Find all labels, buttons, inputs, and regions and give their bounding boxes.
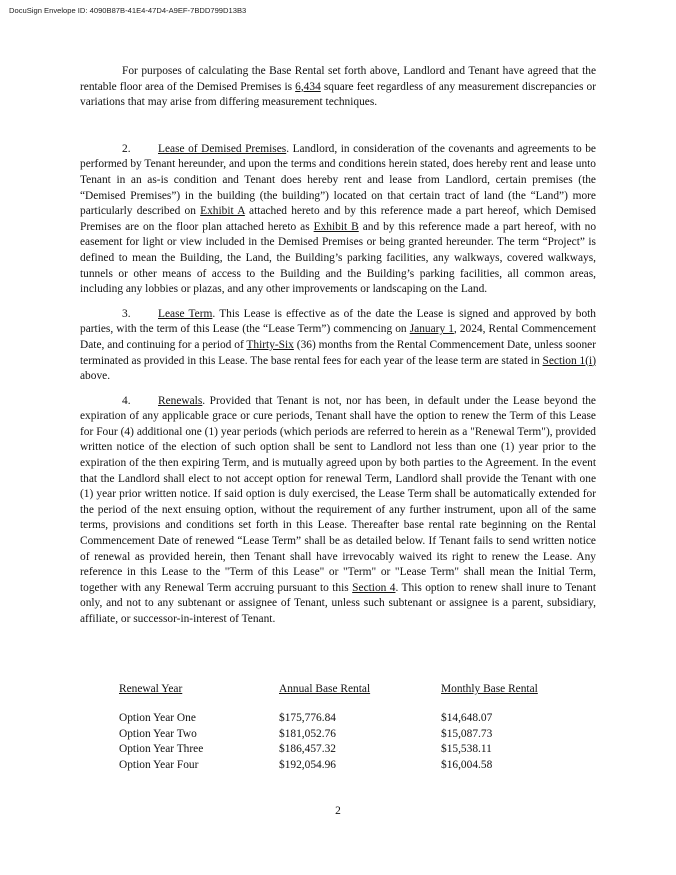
- renewal-rent-table: [119, 682, 581, 773]
- table-row: [119, 711, 581, 726]
- renewal-year-cell: Option Year Four: [119, 758, 199, 771]
- section-4-text-b: . This option to renew shall inure to Tenant only, and not to any subtenant or assignee of Tenant, unless such subtenant or assignee is a parent, subsidiary, affiliate, or successor-in-interest of Tenant.: [80, 581, 596, 625]
- section-4-reference: Section 4: [352, 581, 396, 594]
- monthly-rental-cell: $15,538.11: [441, 743, 492, 756]
- document-body: [80, 64, 596, 637]
- section-3-number: 3.: [122, 307, 131, 320]
- section-3-text-c: (36) months from the Rental Commencement Date, unless sooner terminated as provided in this Lease. The base rental fees for each year of the lease term are stated in: [80, 338, 596, 367]
- lease-duration: Thirty-Six: [246, 338, 294, 351]
- section-2-text-b: attached hereto and by this reference made a part hereof, which Demised Premises are on the floor plan attached hereto as: [80, 205, 597, 233]
- renewal-year-cell: Option Year Three: [119, 743, 204, 756]
- section-4-heading: Renewals: [158, 394, 203, 407]
- lease-start-date: January 1: [409, 323, 454, 336]
- section-2-lease-of-demised-premises: [80, 142, 596, 298]
- table-row: [119, 742, 581, 757]
- table-row: [119, 758, 581, 773]
- section-3-lease-term: [80, 307, 596, 385]
- monthly-base-rental-header: Monthly Base Rental: [441, 683, 538, 695]
- section-3-heading: Lease Term: [158, 307, 213, 320]
- annual-rental-cell: $181,052.76: [279, 727, 336, 740]
- monthly-rental-cell: $14,648.07: [441, 712, 493, 725]
- intro-text-before: For purposes of calculating the Base Rental set forth above, Landlord and Tenant have agreed that the rentable floor area of the Demised Premises is: [80, 65, 596, 93]
- section-3-text-b: , 2024, Rental Commencement Date, and continuing for a period of: [80, 323, 597, 351]
- annual-rental-cell: $192,054.96: [279, 758, 336, 771]
- section-2-text-c: and by this reference made a part hereof, with no easement for light or view included in the Demised Premises or being granted hereunder. The term “Project” is defined to mean the Building, the Land, the Building’s parking facilities, any walkways, covered walkways, tunnels or other means of access to the Building and the Building’s parking facilities, all common areas, including any lobbies or plazas, and any other improvements or landscaping on the Land.: [80, 220, 597, 296]
- docusign-envelope-id: DocuSign Envelope ID: 4090B87B-41E4-47D4-A9EF-7BDD799D13B3: [9, 6, 247, 15]
- section-1i-reference: Section 1(i): [542, 354, 596, 367]
- section-2-number: 2.: [122, 142, 131, 155]
- renewal-year-cell: Option Year One: [119, 712, 196, 725]
- rentable-area-value: 6,434: [295, 80, 321, 93]
- rentable-area-paragraph: [80, 64, 596, 111]
- annual-base-rental-header: Annual Base Rental: [279, 683, 371, 695]
- section-2-text-a: . Landlord, in consideration of the covenants and agreements to be performed by Tenant hereunder, and upon the terms and conditions herein stated, does hereby rent and lease unto Tenant in an as-is condition and Tenant does hereby rent and lease from Landlord, certain premises (the “Demised Premises”) in the building (the building”) located on that certain tract of land (the “Land”) more particularly described on: [80, 142, 596, 218]
- renewal-table-header-row: [119, 682, 581, 711]
- section-2-heading: Lease of Demised Premises: [158, 142, 287, 155]
- section-4-number: 4.: [122, 394, 131, 407]
- monthly-rental-cell: $16,004.58: [441, 758, 493, 771]
- intro-text-after: square feet regardless of any measurement discrepancies or variations that may arise from differing measurement techniques.: [80, 80, 596, 109]
- section-3-text-a: . This Lease is effective as of the date the Lease is signed and approved by both parties, with the term of this Lease (the “Lease Term”) commencing on: [80, 307, 596, 336]
- section-4-renewals: [80, 394, 596, 628]
- page-number: 2: [335, 805, 341, 817]
- section-4-text-a: . Provided that Tenant is not, nor has been, in default under the Lease beyond the expiration of any applicable grace or cure periods, Tenant shall have the option to renew the Term of this Lease for Four (4) additional one (1) year periods (which periods are referred to herein as a "Renewal Term"), provided written notice of the election of such option shall be sent to Landlord not less than one (1) year prior to the expiration of the then expiring Term, and is mutually agreed upon by both parties to the Agreement. In the event that the Landlord shall elect to not accept option for renewal Term, Landlord shall provide the Tenant with one (1) year prior written notice. If said option is duly exercised, the Lease Term shall be automatically extended for the period of the next ensuing option, without the requirement of any further instrument, upon all of the same terms, provisions and conditions set forth in this Lease. Thereafter base rental rate beginning on the Rental Commencement Date of renewed “Lease Term” shall be as detailed below. If Tenant fails to send written notice of renewal as provided herein, then Tenant shall have irrevocably waived its right to renew the Lease. Any reference in this Lease to the "Term of this Lease" or "Term" or "Lease Term" shall mean the Initial Term, together with any Renewal Term accruing pursuant to this: [80, 394, 596, 594]
- section-3-text-d: above.: [80, 370, 111, 383]
- renewal-year-cell: Option Year Two: [119, 727, 197, 740]
- annual-rental-cell: $186,457.32: [279, 743, 336, 756]
- exhibit-b-reference: Exhibit B: [313, 220, 359, 233]
- renewal-year-header: Renewal Year: [119, 683, 183, 695]
- table-row: [119, 727, 581, 742]
- exhibit-a-reference: Exhibit A: [200, 205, 245, 218]
- annual-rental-cell: $175,776.84: [279, 712, 336, 725]
- monthly-rental-cell: $15,087.73: [441, 727, 493, 740]
